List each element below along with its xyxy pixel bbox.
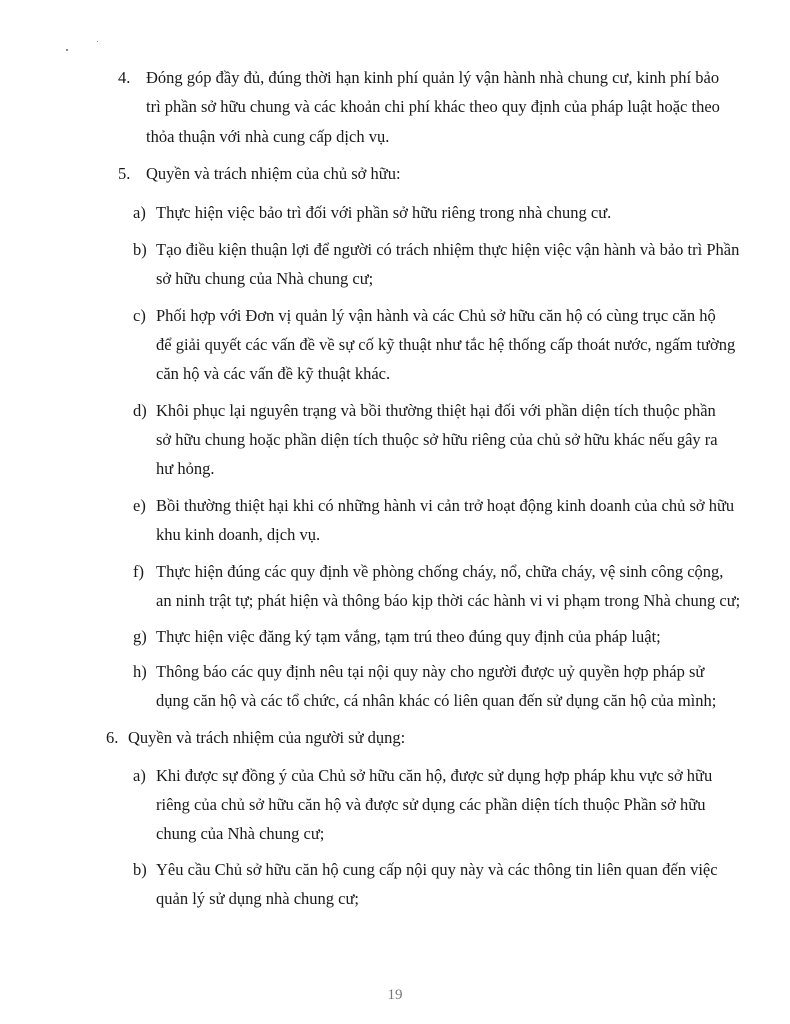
subitem-line: Thông báo các quy định nêu tại nội quy này cho người được uỷ quyền hợp pháp sử [156,662,705,681]
item-6-number: 6. [106,728,119,747]
subitem-line: Khôi phục lại nguyên trạng và bồi thường thiệt hại đối với phần diện tích thuộc phần [156,401,716,420]
subitem-line: căn hộ và các vấn đề kỹ thuật khác. [156,364,391,383]
scan-speck [97,41,98,42]
subitem-line: Yêu cầu Chủ sở hữu căn hộ cung cấp nội quy này và các thông tin liên quan đến việc [156,860,718,879]
item-4-line: Đóng góp đầy đủ, đúng thời hạn kinh phí quản lý vận hành nhà chung cư, kinh phí bảo [146,68,720,87]
subitem-line: khu kinh doanh, dịch vụ. [156,525,321,544]
subitem-marker: b) [133,860,147,879]
subitem-line: Khi được sự đồng ý của Chủ sở hữu căn hộ, được sử dụng hợp pháp khu vực sở hữu [156,766,713,785]
subitem-line: an ninh trật tự; phát hiện và thông báo kịp thời các hành vi vi phạm trong Nhà chung cư; [156,591,741,610]
item-5-heading: Quyền và trách nhiệm của chủ sở hữu: [146,164,401,183]
subitem-line: Tạo điều kiện thuận lợi để người có trách nhiệm thực hiện việc vận hành và bảo trì Phần [156,240,740,259]
subitem-line: Phối hợp với Đơn vị quản lý vận hành và các Chủ sở hữu căn hộ có cùng trục căn hộ [156,306,716,325]
subitem-marker: h) [133,662,147,681]
subitem-line: để giải quyết các vấn đề về sự cố kỹ thuật như tắc hệ thống cấp thoát nước, ngấm tường [156,335,736,354]
subitem-line: hư hỏng. [156,459,215,478]
item-4-line: trì phần sở hữu chung và các khoản chi phí khác theo quy định của pháp luật hoặc theo [146,97,720,116]
subitem-marker: d) [133,401,147,420]
item-4-line: thỏa thuận với nhà cung cấp dịch vụ. [146,127,390,146]
subitem-marker: e) [133,496,146,515]
subitem-line: Thực hiện đúng các quy định về phòng chống cháy, nổ, chữa cháy, vệ sinh công cộng, [156,562,724,581]
scan-speck [66,49,68,51]
subitem-marker: c) [133,306,146,325]
item-6-heading: Quyền và trách nhiệm của người sử dụng: [128,728,406,747]
subitem-line: Thực hiện việc bảo trì đối với phần sở hữu riêng trong nhà chung cư. [156,203,612,222]
subitem-marker: b) [133,240,147,259]
item-4-number: 4. [118,68,131,87]
subitem-line: chung của Nhà chung cư; [156,824,325,843]
subitem-line: sở hữu chung của Nhà chung cư; [156,269,374,288]
subitem-line: riêng của chủ sở hữu căn hộ và được sử dụng các phần diện tích thuộc Phần sở hữu [156,795,706,814]
subitem-marker: g) [133,627,147,646]
subitem-line: sở hữu chung hoặc phần diện tích thuộc sở hữu riêng của chủ sở hữu khác nếu gây ra [156,430,718,449]
item-5-number: 5. [118,164,131,183]
subitem-marker: f) [133,562,144,581]
subitem-marker: a) [133,766,146,785]
subitem-line: Bồi thường thiệt hại khi có những hành vi cản trở hoạt động kinh doanh của chủ sở hữu [156,496,735,515]
subitem-marker: a) [133,203,146,222]
subitem-line: Thực hiện việc đăng ký tạm vắng, tạm trú theo đúng quy định của pháp luật; [156,627,661,646]
subitem-line: quản lý sử dụng nhà chung cư; [156,889,360,908]
subitem-line: dụng căn hộ và các tổ chức, cá nhân khác có liên quan đến sử dụng căn hộ của mình; [156,691,717,710]
page-number: 19 [387,987,403,1003]
